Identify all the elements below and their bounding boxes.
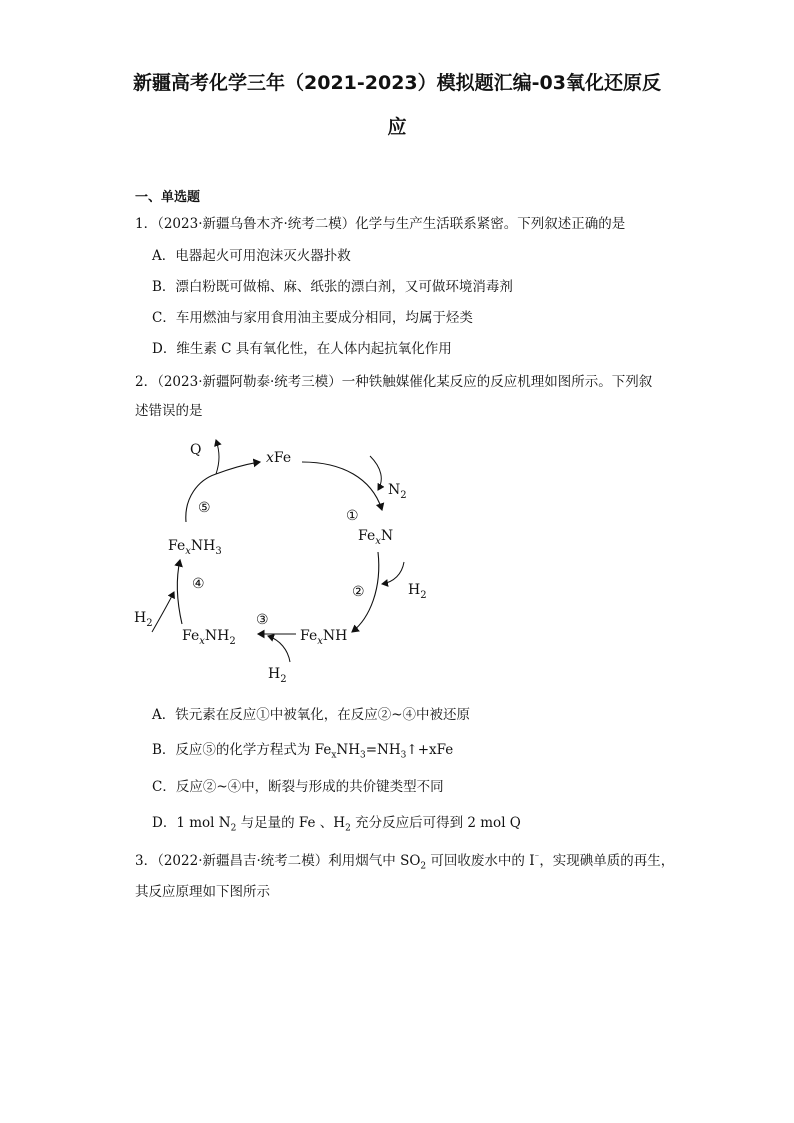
step-4-label: ④: [192, 576, 205, 592]
q1-stem: 1．（2023·新疆乌鲁木齐·统考二模）化学与生产生活联系紧密。下列叙述正确的是: [135, 216, 626, 232]
reaction-mechanism-diagram: [120, 428, 450, 688]
arrow-q-out: [216, 440, 219, 474]
doc-title-line1: 新疆高考化学三年（2021-2023）模拟题汇编-03氧化还原反: [133, 72, 661, 94]
q3-stem-line1: 3．（2022·新疆昌吉·统考二模）利用烟气中 $SO_2$ 可回收废水中的 I⁻，实现碘单质的再生，: [135, 852, 675, 872]
label-q: Q: [190, 442, 202, 458]
step-1-label: ①: [346, 508, 359, 524]
label-h2-left: $H_2$: [134, 610, 153, 629]
label-fexnh3: $Fe_xNH_3$: [168, 538, 222, 557]
arrow-to-xfe: [216, 462, 260, 474]
q1-option-b: B．漂白粉既可做棉、麻、纸张的漂白剂，又可做环境消毒剂: [152, 279, 513, 295]
arrow-h2-bottom-in: [268, 636, 290, 662]
q3-stem-line2: 其反应原理如下图所示: [135, 884, 270, 900]
label-h2-right: $H_2$: [408, 582, 427, 601]
label-xfe: xFe: [266, 450, 292, 466]
step-2-label: ②: [352, 584, 365, 600]
label-fexn: $Fe_xN$: [358, 528, 394, 547]
doc-title-line2: 应: [387, 116, 407, 138]
arrow-n2-in: [370, 456, 381, 490]
section-heading: 一、单选题: [135, 190, 201, 205]
arrow-step-1: [302, 462, 382, 510]
q2-stem-line2: 述错误的是: [135, 403, 203, 419]
arrow-h2-left-in: [152, 592, 174, 632]
q1-option-a: A．电器起火可用泡沫灭火器扑救: [152, 248, 351, 264]
step-5-label: ⑤: [198, 500, 211, 516]
q1-option-d: D．维生素 C 具有氧化性，在人体内起抗氧化作用: [152, 341, 452, 357]
q2-stem-line1: 2．（2023·新疆阿勒泰·统考三模）一种铁触媒催化某反应的反应机理如图所示。下列叙: [135, 374, 653, 390]
arrow-h2-right-in: [382, 562, 404, 584]
q1-option-c: C．车用燃油与家用食用油主要成分相同，均属于烃类: [152, 310, 473, 326]
step-3-label: ③: [256, 612, 269, 628]
label-n2: $N_2$: [388, 482, 407, 501]
arrow-step-4: [177, 560, 182, 624]
label-fexnh: $Fe_xNH$: [300, 628, 348, 647]
q2-option-a: A．铁元素在反应①中被氧化，在反应②~④中被还原: [152, 707, 471, 723]
label-h2-bottom: $H_2$: [268, 666, 287, 685]
label-fexnh2: $Fe_xNH_2$: [182, 628, 236, 647]
q2-option-b: B．反应⑤的化学方程式为 $Fe_xNH_3=NH_3↑+xFe$: [152, 742, 454, 761]
q2-option-c: C．反应②~④中，断裂与形成的共价键类型不同: [152, 779, 444, 795]
q2-option-d: D．1 mol $N_2$ 与足量的 Fe 、$H_2$ 充分反应后可得到 2 mol Q: [152, 815, 521, 834]
